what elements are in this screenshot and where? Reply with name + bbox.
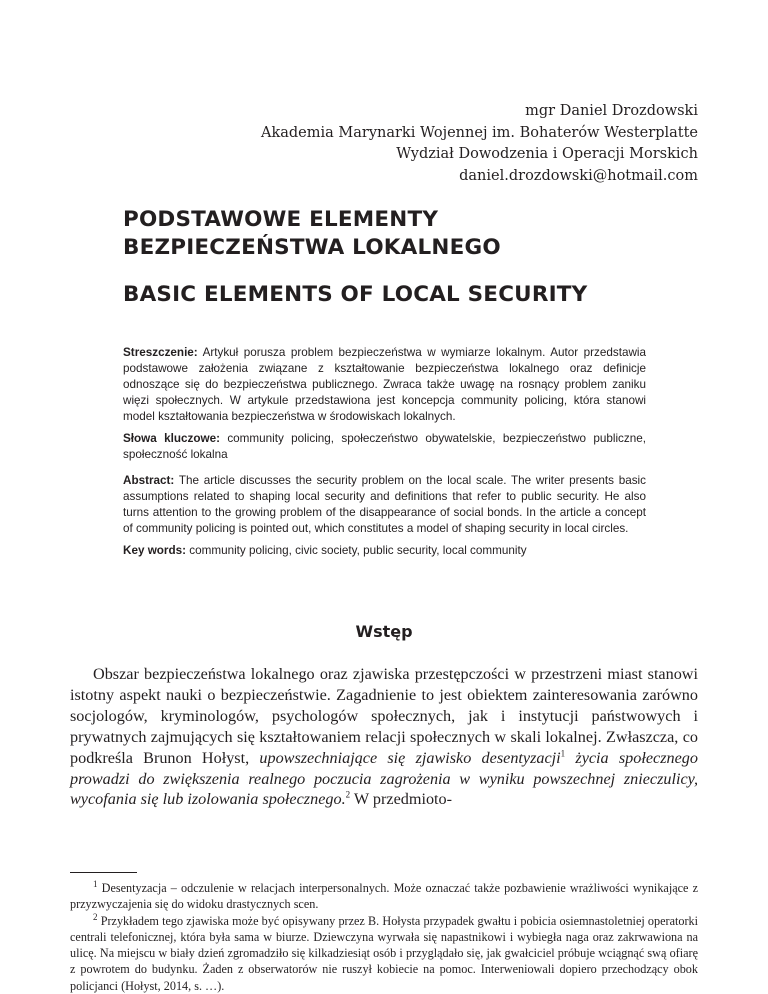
keywords-english bbox=[123, 543, 646, 559]
quote-part-2: życia społecznego prowadzi do zwiększenia realnego poczucia zagrożenia w wyniku powszechnej znieczulicy, wycofania się lub izolowania społecznego. bbox=[70, 748, 698, 809]
keywords-english-label: Key words: bbox=[123, 544, 186, 557]
footnote-divider bbox=[70, 872, 137, 873]
title-english: BASIC ELEMENTS OF LOCAL SECURITY bbox=[123, 282, 588, 307]
author-institution: Akademia Marynarki Wojennej im. Bohaterów Westerplatte bbox=[260, 124, 698, 141]
title-polish-line-2: BEZPIECZEŃSTWA LOKALNEGO bbox=[123, 235, 501, 260]
footnote-ref-2[interactable]: 2 bbox=[345, 790, 351, 801]
abstract-polish bbox=[123, 345, 646, 425]
footnote-number: 2 bbox=[93, 911, 98, 922]
footnote-text: Przykładem tego zjawiska może być opisywany przez B. Hołysta przypadek gwałtu i pobicia osiemnastoletniej operatorki centrali telefonicznej, która była sama w biurze. Dziewczyna wyrwała się napastnikowi i wybiegła naga oraz zakrwawiona na ulicę. Na miejscu w biały dzień zgromadziło się kilkadziesiąt osób i przyglądało się, jak gwałciciel próbuje wciągnąć swą ofiarę z powrotem do budynku. Żaden z obserwatorów nie ruszył kobiecie na pomoc. Interweniowali dopiero przechodzący obok policjanci (Hołyst, 2014, s. …). bbox=[70, 913, 699, 993]
title-polish-line-1: PODSTAWOWE ELEMENTY bbox=[123, 207, 439, 232]
section-heading: Wstęp bbox=[355, 622, 413, 641]
abstract-polish-text: Artykuł porusza problem bezpieczeństwa w wymiarze lokalnym. Autor przedstawia podstawowe założenia związane z kształtowanie bezpieczeństwa lokalnego oraz definicje odnoszące się do bezpieczeństwa publicznego. Zwraca także uwagę na rosnący problem zaniku więzi społecznych. W artykule przedstawiona jest koncepcja community policing, która stanowi model kształtowania bezpieczeństwa w środowiskach lokalnych. bbox=[123, 346, 646, 423]
footnote bbox=[70, 880, 698, 913]
footnote bbox=[70, 913, 698, 994]
author-block bbox=[261, 101, 698, 187]
body-paragraph bbox=[70, 664, 698, 810]
abstract-english bbox=[123, 473, 646, 537]
abstract-english-label: Abstract: bbox=[123, 474, 175, 487]
footnote-number: 1 bbox=[93, 878, 98, 889]
footnotes bbox=[70, 880, 698, 994]
abstract-area bbox=[123, 345, 646, 565]
footnote-text: Desentyzacja – odczulenie w relacjach interpersonalnych. Może oznaczać także pozbawienie wrażliwości wynikające z przyzwyczajenia się do widoku drastycznych scen. bbox=[70, 881, 699, 912]
author-email: daniel.drozdowski@hotmail.com bbox=[459, 167, 698, 184]
keywords-polish-text: community policing, społeczeństwo obywatelskie, bezpieczeństwo publiczne, społeczność lokalna bbox=[123, 432, 646, 461]
body-text-part-1: Obszar bezpieczeństwa lokalnego oraz zjawiska przestępczości w przestrzeni miast stanowi istotny aspekt nauki o bezpieczeństwie. Zagadnienie to jest obiektem zainteresowania zarówno socjologów, kryminologów, psychologów społecznych, jak i instytucji państwowych i prywatnych zajmujących się kształtowaniem relacji społecznych w skali lokalnej. Zwłaszcza, co podkreśla Brunon Hołyst, bbox=[70, 665, 698, 767]
abstract-polish-label: Streszczenie: bbox=[123, 346, 198, 359]
keywords-polish bbox=[123, 431, 646, 463]
keywords-english-text: community policing, civic society, public security, local community bbox=[189, 544, 527, 557]
body-text-part-2: W przedmioto- bbox=[350, 790, 453, 809]
keywords-polish-label: Słowa kluczowe: bbox=[123, 432, 220, 445]
footnote-ref-1[interactable]: 1 bbox=[560, 748, 566, 759]
quote-part-1: upowszechniające się zjawisko desentyzacji bbox=[259, 748, 561, 767]
author-department: Wydział Dowodzenia i Operacji Morskich bbox=[396, 146, 698, 162]
title-polish bbox=[123, 206, 501, 262]
author-name: mgr Daniel Drozdowski bbox=[525, 103, 698, 119]
abstract-english-text: The article discusses the security problem on the local scale. The writer presents basic assumptions related to shaping local security and definitions that refer to public security. He also turns attention to the growing problem of the disappearance of social bonds. In the article a concept of community policing is pointed out, which constitutes a model of shaping security in local circles. bbox=[123, 474, 646, 535]
